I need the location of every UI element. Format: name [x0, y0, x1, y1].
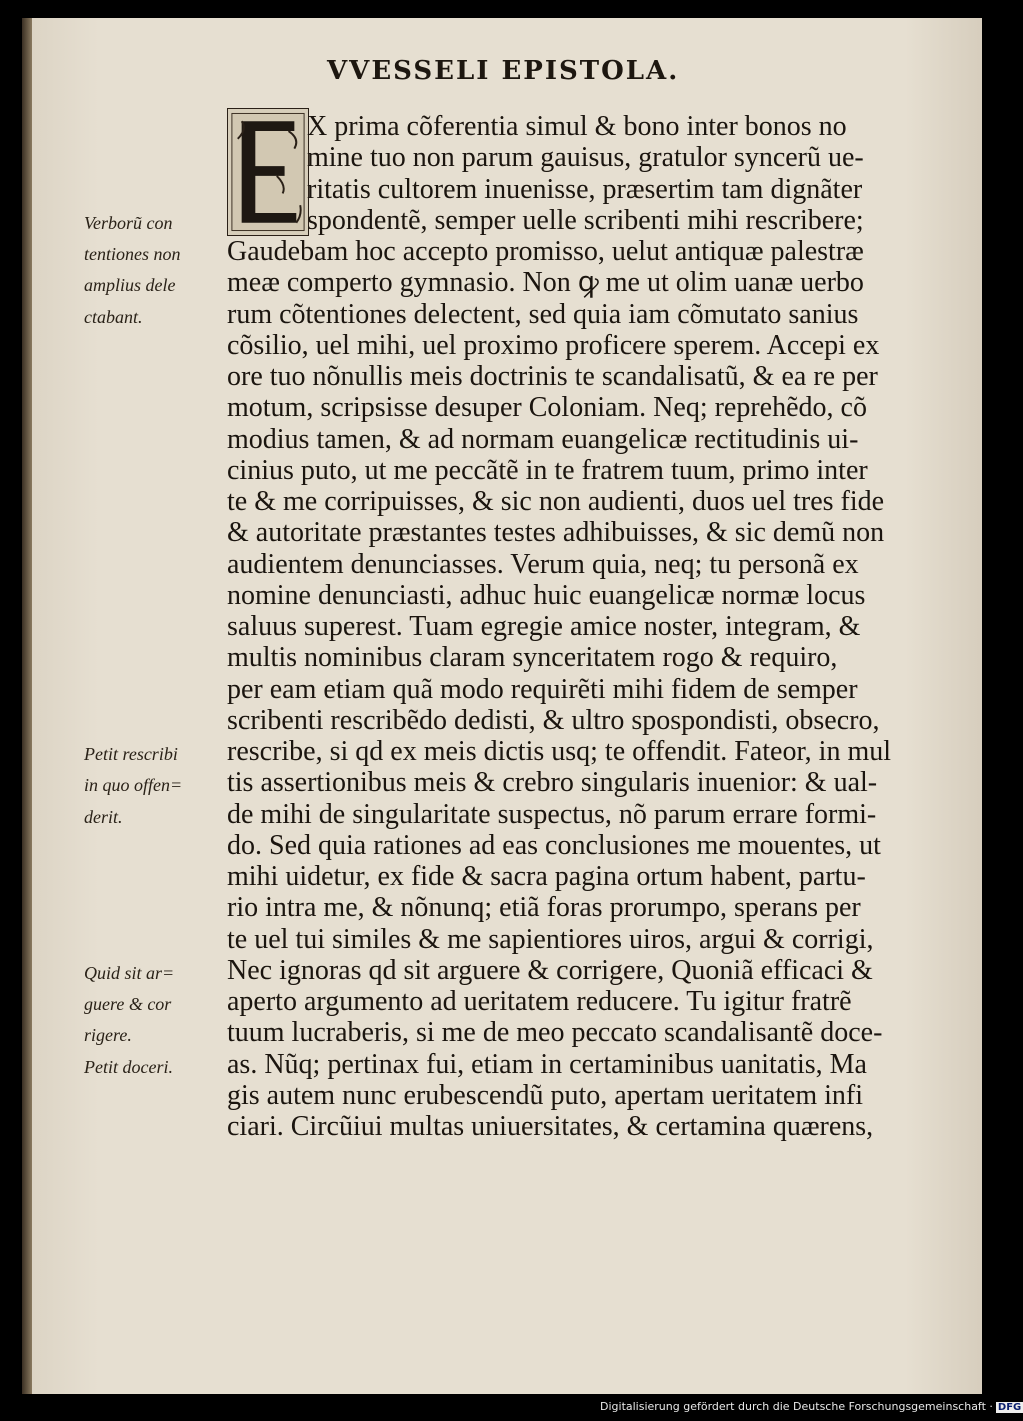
- margin-note-line: amplius dele: [84, 275, 176, 296]
- text-line: rio intra me, & nõnunq; etiã foras prorumpo, sperans per: [227, 892, 861, 924]
- margin-note-line: Verborũ con: [84, 212, 173, 233]
- margin-note-line: derit.: [84, 806, 123, 827]
- text-line: cinius puto, ut me peccãtẽ in te fratrem tuum, primo inter: [227, 454, 868, 486]
- text-line: tuum lucraberis, si me de meo peccato scandalisantẽ doce-: [227, 1017, 883, 1049]
- text-line: Nec ignoras qd sit arguere & corrigere, Quoniã efficaci &: [227, 954, 873, 986]
- running-head: VVESSELI EPISTOLA.: [327, 56, 680, 86]
- text-line: Gaudebam hoc accepto promisso, uelut antiquæ palestræ: [227, 236, 864, 267]
- margin-note-line: Petit doceri.: [84, 1056, 173, 1077]
- margin-note-line: tentiones non: [84, 244, 181, 264]
- text-line: rescribe, si qd ex meis dictis usq; te offendit. Fateor, in mul: [227, 736, 892, 767]
- text-line: tis assertionibus meis & crebro singularis inuenior: & ual-: [227, 767, 878, 799]
- margin-note-line: guere & cor: [84, 994, 172, 1014]
- margin-note-line: Petit rescribi: [84, 744, 178, 764]
- text-line: do. Sed quia rationes ad eas conclusiones me mouentes, ut: [227, 829, 881, 861]
- text-line: te uel tui similes & me sapientiores uiros, argui & corrigi,: [227, 923, 874, 955]
- text-line: modius tamen, & ad normam euangelicæ rectitudinis ui-: [227, 423, 859, 455]
- text-line: nomine denunciasti, adhuc huic euangelicæ normæ locus: [227, 579, 866, 611]
- text-line: scribenti rescribẽdo dedisti, & ultro spospondisti, obsecro,: [227, 704, 880, 736]
- text-line: mihi uidetur, ex fide & sacra pagina ortum habent, partu-: [227, 861, 866, 892]
- text-line: gis autem nunc erubescendũ puto, apertam ueritatem infi: [227, 1079, 864, 1111]
- text-line: ritatis cultorem inuenisse, præsertim tam dignãter: [307, 173, 863, 205]
- margin-note-line: in quo offen=: [84, 775, 183, 796]
- text-line: saluus superest. Tuam egregie amice noster, integram, &: [227, 611, 861, 642]
- text-line: X prima cõferentia simul & bono inter bonos no: [307, 111, 847, 142]
- text-line: spondentẽ, semper uelle scribenti mihi rescribere;: [307, 204, 864, 236]
- text-line: te & me corripuisses, & sic non audienti, duos uel tres fide: [227, 486, 885, 517]
- dfg-logo-badge: DFG: [997, 1402, 1022, 1413]
- text-line: aperto argumento ad ueritatem reducere. Tu igitur fratrẽ: [227, 986, 852, 1017]
- text-line: cõsilio, uel mihi, uel proximo proficere sperem. Accepi ex: [227, 329, 880, 361]
- text-line: rum cõtentiones delectent, sed quia iam cõmutato sanius: [227, 298, 859, 330]
- margin-note-line: rigere.: [84, 1025, 132, 1046]
- text-line: & autoritate præstantes testes adhibuisses, & sic demũ non: [227, 517, 885, 549]
- margin-note-line: Quid sit ar=: [84, 962, 175, 983]
- text-line: as. Nũq; pertinax fui, etiam in certaminibus uanitatis, Ma: [227, 1048, 867, 1080]
- text-line: ciari. Circũiui multas uniuersitates, & certamina quærens,: [227, 1111, 874, 1142]
- text-line: de mihi de singularitate suspectus, nõ parum errare formi-: [227, 798, 877, 830]
- text-line: audientem denunciasses. Verum quia, neq; tu personã ex: [227, 548, 859, 580]
- text-line: multis nominibus claram synceritatem rogo & requiro,: [227, 642, 838, 674]
- book-page: [22, 18, 982, 1394]
- text-line: per eam etiam quã modo requirẽti mihi fidem de semper: [227, 673, 858, 705]
- text-line: motum, scripsisse desuper Coloniam. Neq; reprehẽdo, cõ: [227, 392, 867, 424]
- text-line: mine tuo non parum gauisus, gratulor syncerũ ue-: [307, 142, 864, 174]
- credit-text: Digitalisierung gefördert durch die Deutsche Forschungsgemeinschaft ·: [600, 1400, 993, 1413]
- digitization-credit: [600, 1400, 1022, 1418]
- text-line: ore tuo nõnullis meis doctrinis te scandalisatũ, & ea re per: [227, 361, 878, 392]
- margin-note-line: ctabant.: [84, 306, 143, 327]
- text-line: meæ comperto gymnasio. Non ꝙ me ut olim uanæ uerbo: [227, 267, 864, 299]
